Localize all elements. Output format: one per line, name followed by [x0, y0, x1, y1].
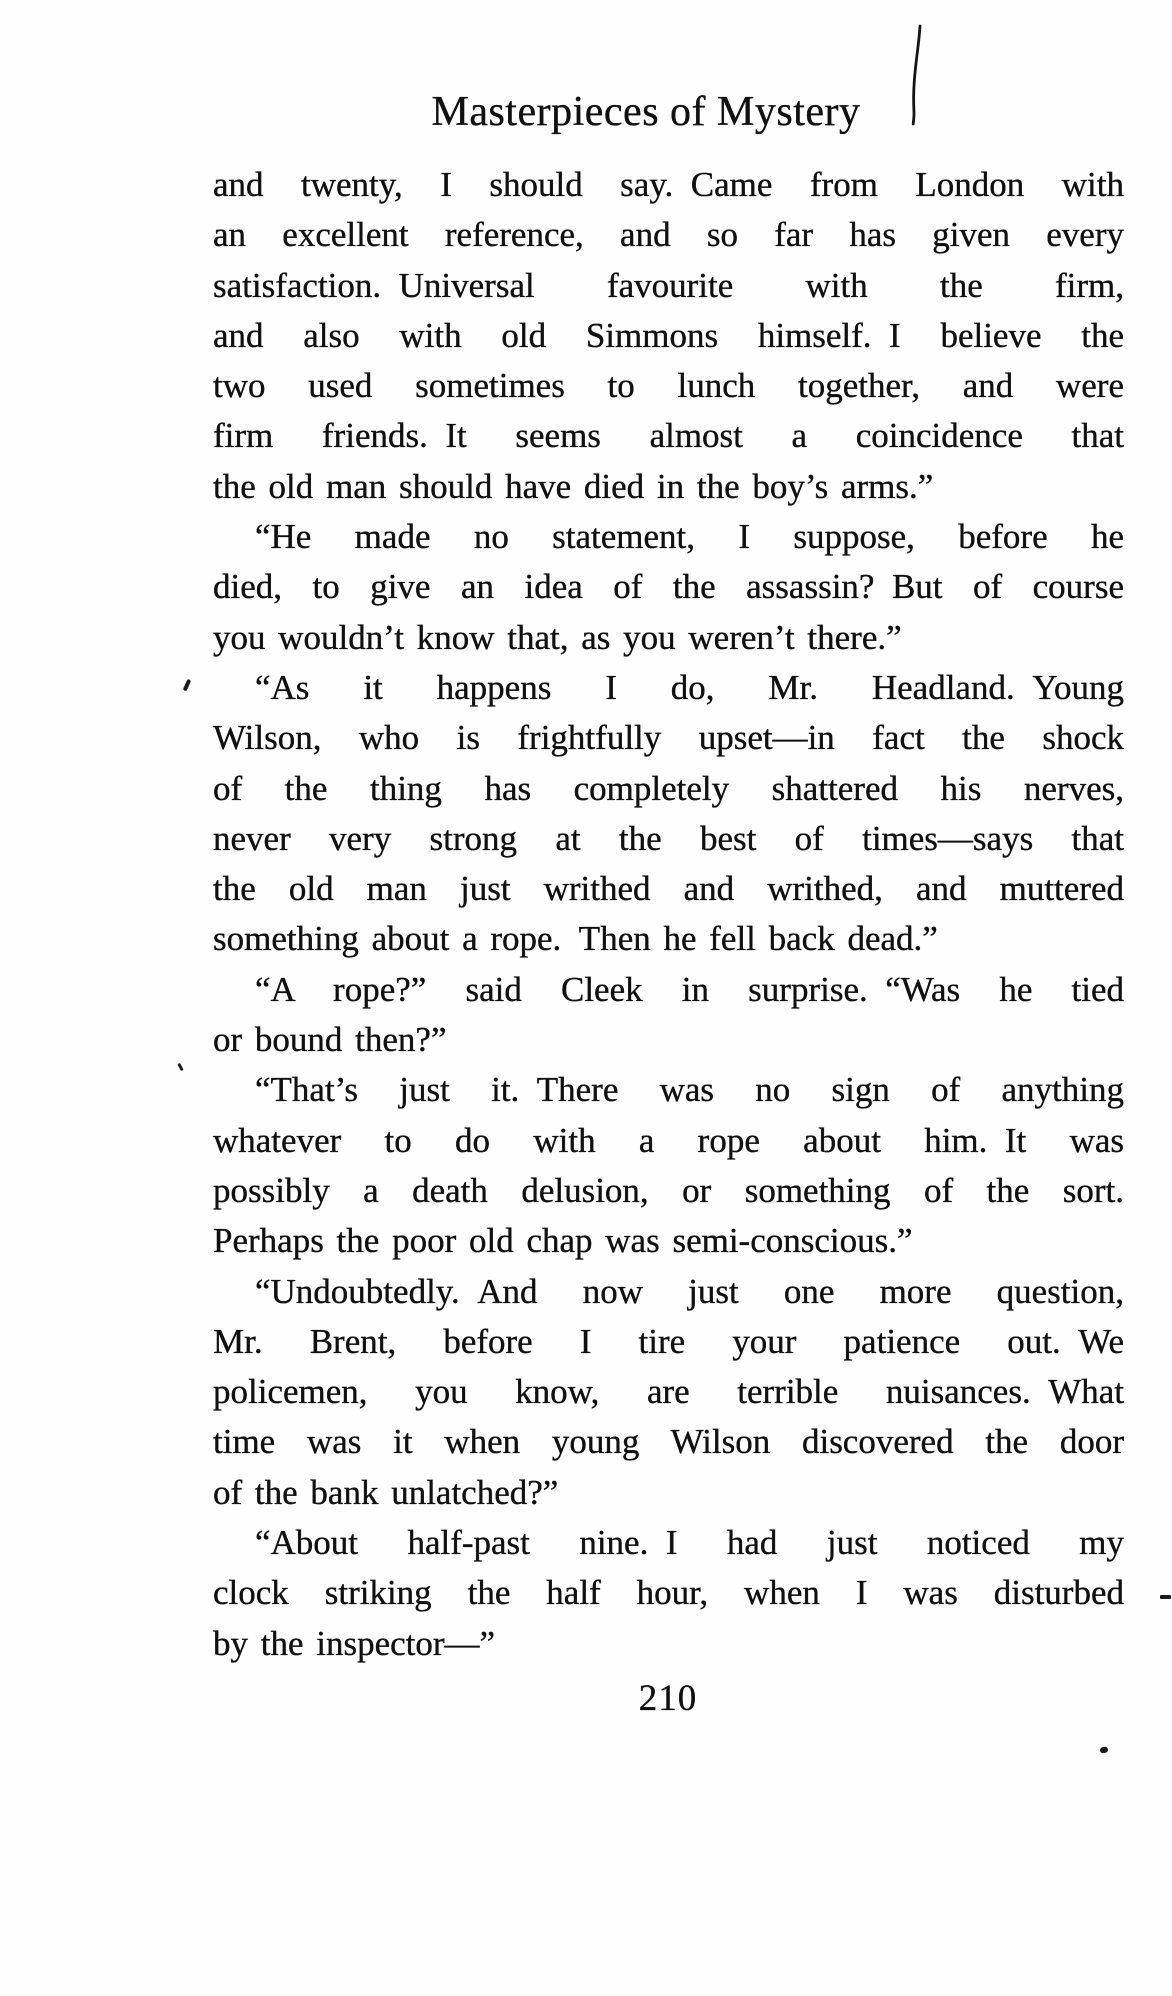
text-line: died, to give an idea of the assassin? But of course — [213, 567, 1124, 607]
margin-speck-artifact — [177, 1063, 183, 1071]
text-line: “That’s just it. There was no sign of anything — [255, 1070, 1124, 1110]
text-line: “A rope?” said Cleek in surprise. “Was he tied — [255, 969, 1124, 1009]
margin-speck-artifact — [1099, 1746, 1108, 1754]
text-line: time was it when young Wilson discovered the door — [213, 1422, 1124, 1462]
text-line: and twenty, I should say. Came from London with — [213, 165, 1124, 204]
text-line: the old man should have died in the boy’s arms.” — [213, 466, 934, 506]
text-line: of the thing has completely shattered his nerves, — [213, 768, 1124, 808]
text-line: by the inspector—” — [213, 1623, 496, 1663]
margin-speck-artifact — [183, 679, 191, 691]
text-line: “As it happens I do, Mr. Headland. Young — [255, 667, 1124, 707]
text-line: you wouldn’t know that, as you weren’t there.” — [213, 617, 902, 657]
text-line: “Undoubtedly. And now just one more question, — [255, 1271, 1124, 1311]
text-line: Perhaps the poor old chap was semi-conscious.” — [213, 1221, 913, 1261]
text-line: two used sometimes to lunch together, and were — [213, 366, 1124, 406]
text-line: firm friends. It seems almost a coincidence that — [213, 416, 1124, 456]
text-line: or bound then?” — [213, 1020, 447, 1060]
text-line: “About half-past nine. I had just noticed my — [255, 1523, 1124, 1563]
text-line: clock striking the half hour, when I was disturbed — [213, 1573, 1124, 1613]
text-line: satisfaction. Universal favourite with the firm, — [213, 265, 1124, 305]
text-line: never very strong at the best of times—says that — [213, 818, 1124, 858]
page-number: 210 — [638, 1678, 698, 1719]
running-header: Masterpieces of Mystery — [431, 89, 861, 135]
text-line: the old man just writhed and writhed, and muttered — [213, 869, 1124, 909]
page-text — [213, 160, 1124, 1669]
text-line: Wilson, who is frightfully upset—in fact the shock — [213, 718, 1124, 758]
text-line: an excellent reference, and so far has given every — [213, 215, 1124, 255]
text-line: whatever to do with a rope about him. It was — [213, 1120, 1124, 1160]
text-line: of the bank unlatched?” — [213, 1472, 559, 1512]
text-line: something about a rope. Then he fell back dead.” — [213, 919, 938, 959]
text-line: possibly a death delusion, or something of the sort. — [213, 1170, 1124, 1210]
margin-speck-artifact — [1160, 1595, 1171, 1599]
text-line: Mr. Brent, before I tire your patience out. We — [213, 1321, 1124, 1361]
text-line: and also with old Simmons himself. I believe the — [213, 315, 1124, 355]
text-line: “He made no statement, I suppose, before he — [255, 517, 1124, 557]
text-line: policemen, you know, are terrible nuisances. What — [213, 1372, 1124, 1412]
